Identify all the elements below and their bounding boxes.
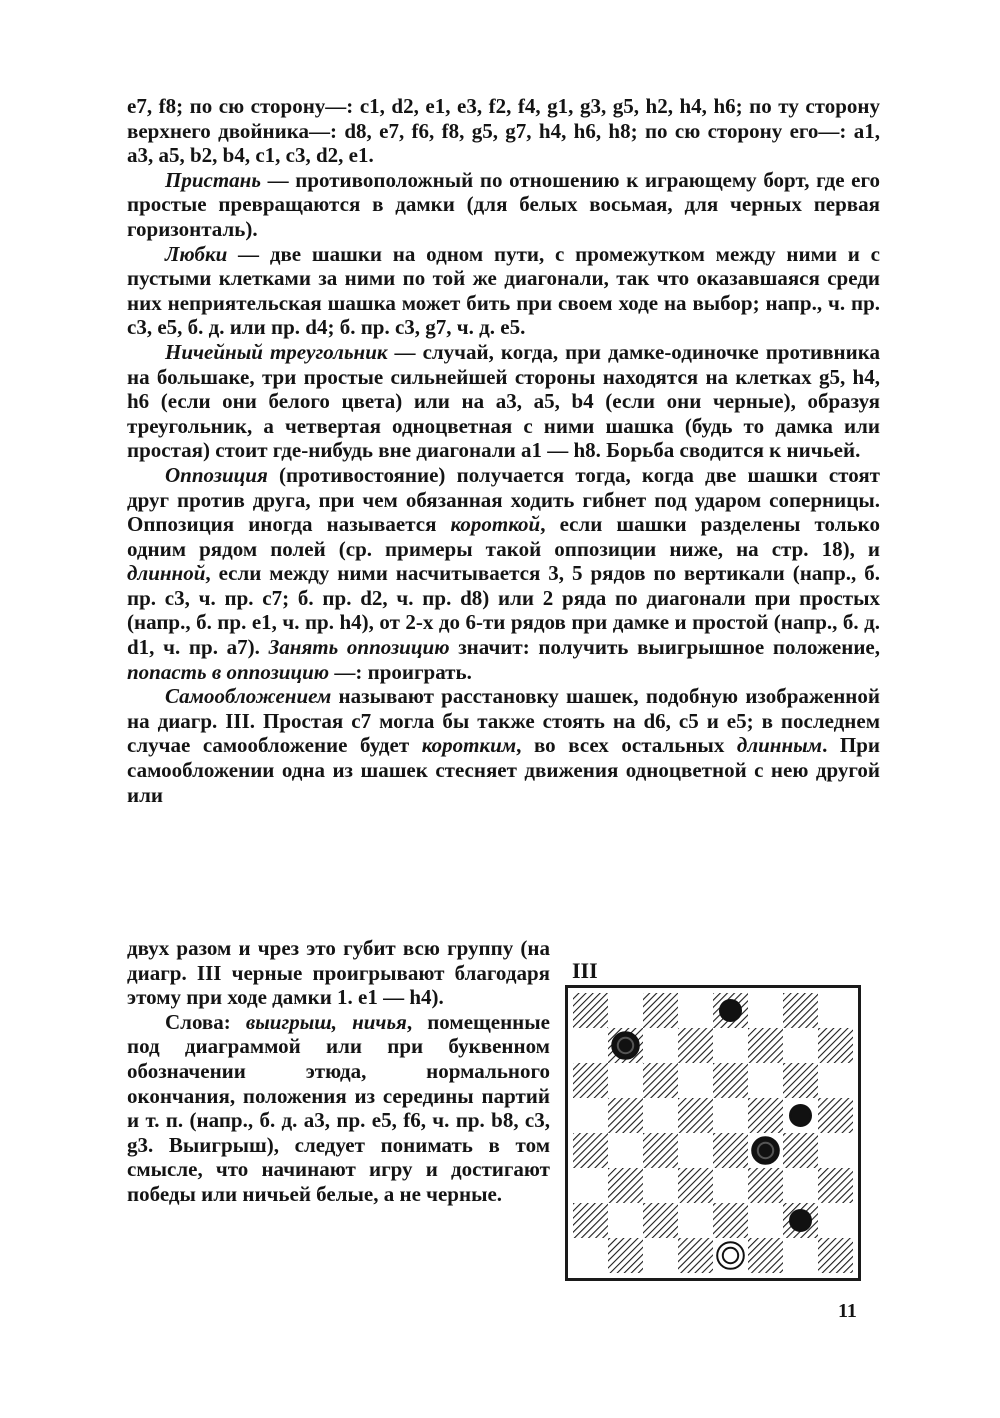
paragraph [127,242,880,340]
text-run: значит: получить выигрышное положение, [449,635,880,660]
dark-square [748,1098,783,1133]
main-text [127,94,880,807]
italic-term: длинным [736,733,823,758]
text-run: , во всех остальных [516,733,737,758]
text-run: (противостояние) получается тогда, когда две шашки стоят друг против друга, при чем обязанная ходить гибнет под ударом соперницы. Оппозиция иногда называется [127,462,880,537]
light-square [608,1063,643,1098]
piece-black-king-f4 [752,1137,779,1164]
light-square [678,1203,713,1238]
dark-square [573,1203,608,1238]
light-square [678,993,713,1028]
text-run: — две шашки на одном пути, с промежутком между ними и с пустыми клетками за ними по той же диагонали, так что оказавшаяся среди них неприятельская шашка может бить при своем ходе на выбор; напр., ч. пр. c3, e5, б. д. или пр. d4; б. пр. c3, g7, ч. д. e5. [127,241,880,340]
text-run: — противоположный по отношению к играющему борт, где его простые превращаются в дамки (для белых восьмая, для черных первая горизонталь). [127,167,880,241]
paragraph [127,168,880,242]
dark-square [643,993,678,1028]
italic-term: Ничейный треугольник [165,339,388,364]
light-square [573,1098,608,1133]
text-run: — случай, когда, при дамке-одиночке противника на большаке, три простые сильнейшей стороны находятся на клетках g5, h4, h6 (если они белого цвета) или на a3, a5, b4 (если они черные), образуя треугольник, а четвертая одноцветная с ними шашка (будь то дамка или простая) стоит где-нибудь вне диагонали a1 — h8. Борьба сводится к ничьей. [127,339,880,463]
dark-square [608,1238,643,1273]
dark-square [783,993,818,1028]
light-square [608,993,643,1028]
text-run: , если шашки разделены только одним рядом полей (ср. примеры такой оппозиции ниже, на стр. 18), и [127,512,880,561]
paragraph [127,1010,550,1207]
dark-square [643,1203,678,1238]
dark-square [573,993,608,1028]
dark-square [783,1063,818,1098]
italic-term: длинной [127,561,206,586]
dark-square [608,1168,643,1203]
page-number: 11 [838,1300,857,1322]
dark-square [783,1133,818,1168]
text-run: . При самообложении одна из шашек стесняет движения одноцветной с нею другой или [127,733,880,807]
diagram-label: III [572,958,598,983]
italic-term: коротким [421,733,517,758]
light-square [678,1133,713,1168]
dark-square [678,1238,713,1273]
light-square [713,1028,748,1063]
dark-square [748,1168,783,1203]
checkers-diagram [565,985,861,1281]
paragraph [127,340,880,463]
dark-square [818,1168,853,1203]
light-square [573,1028,608,1063]
light-square [783,1168,818,1203]
light-square [643,1098,678,1133]
light-square [818,1203,853,1238]
light-square [573,1238,608,1273]
dark-square [678,1028,713,1063]
dark-square [713,1203,748,1238]
dark-square [678,1168,713,1203]
dark-square [643,1133,678,1168]
light-square [608,1133,643,1168]
dark-square [713,1133,748,1168]
light-square [678,1063,713,1098]
italic-term: Любки [165,241,228,266]
light-square [713,1168,748,1203]
piece-black-man-g2 [790,1210,811,1231]
text-run: , помещенные под диаграммой или при буквенном обозначении этюда, нормального окончания, положения из середины партий и т. п. (напр., б. д. a3, пр. e5, f6, ч. пр. b8, c3, g3. Выигрыш), следует понимать в том смысле, что начинают игру и достигают победы или ничьей белые, а не черные. [127,1009,550,1206]
light-square [818,1133,853,1168]
light-square [748,993,783,1028]
italic-term: попасть в оппозицию [127,659,330,684]
light-square [748,1203,783,1238]
piece-white-king-e1 [717,1242,744,1269]
light-square [818,993,853,1028]
paragraph [127,936,550,1010]
text-run: двух разом и чрез это губит всю группу (на диагр. III черные проигрывают благодаря этому при ходе дамки 1. e1 — h4). [127,936,550,1010]
piece-black-king-b7 [612,1032,639,1059]
dark-square [608,1098,643,1133]
text-run: e7, f8; по сю сторону—: c1, d2, e1, e3, f2, f4, g1, g3, g5, h2, h4, h6; по ту сторону верхнего двойника—: d8, e7, f6, f8, g5, g7, h4, h6, h8; по сю сторону его—: a1, a3, a5, b2, b4, c1, c3, d2, e1. [127,94,880,168]
light-square [783,1028,818,1063]
light-square [608,1203,643,1238]
light-square [573,1168,608,1203]
dark-square [818,1238,853,1273]
paragraph [127,463,880,684]
piece-black-man-e8 [720,1000,741,1021]
dark-square [818,1028,853,1063]
dark-square [573,1133,608,1168]
paragraph [127,94,880,168]
light-square [748,1063,783,1098]
text-run: , если между ними насчитывается 3, 5 рядов по вертикали (напр., б. пр. c3, ч. пр. c7; б. пр. d2, ч. пр. d8) или 2 ряда по диагонали при простых (напр., б. пр. e1, ч. пр. h4), от 2-х до 6-ти рядов при дамке и простой (напр., б. д. d1, ч. пр. a7). [127,561,880,660]
wrapped-text [127,936,550,1207]
piece-black-man-g5 [790,1105,811,1126]
italic-term: Пристань [165,167,261,192]
italic-term: Самообложением [165,684,332,709]
text-run: —: проиграть. [329,659,472,684]
dark-square [713,1063,748,1098]
light-square [643,1028,678,1063]
dark-square [678,1098,713,1133]
light-square [818,1063,853,1098]
light-square [643,1238,678,1273]
dark-square [818,1098,853,1133]
light-square [783,1238,818,1273]
light-square [643,1168,678,1203]
italic-term: короткой [450,512,541,537]
dark-square [573,1063,608,1098]
text-run: называют расстановку шашек, подобную изображенной на диагр. III. Простая c7 могла бы также стоять на d6, c5 и e5; в последнем случае самообложение будет [127,684,880,758]
text-run: Слова: [165,1009,246,1034]
dark-square [748,1028,783,1063]
paragraph [127,684,880,807]
italic-term: Занять оппозицию [268,635,450,660]
dark-square [748,1238,783,1273]
italic-term: выигрыш, ничья [245,1009,407,1034]
italic-term: Оппозиция [165,462,268,487]
light-square [713,1098,748,1133]
dark-square [643,1063,678,1098]
